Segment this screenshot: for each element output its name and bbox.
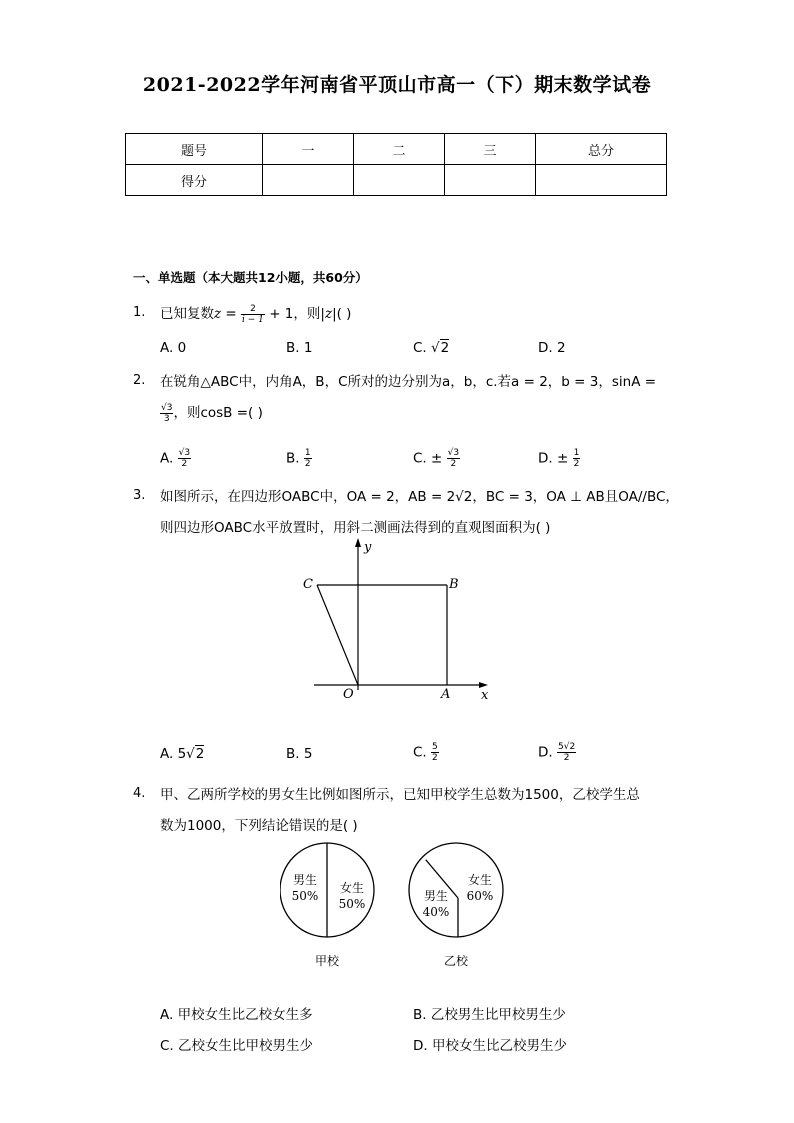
q4-option-a[interactable]: A. 甲校女生比乙校女生多 xyxy=(160,1007,313,1023)
q1-post: + 1，则| xyxy=(269,306,325,322)
q1-z-eq: z = xyxy=(214,306,237,322)
score-row-label: 得分 xyxy=(126,165,263,196)
q2-b-den: 2 xyxy=(304,459,311,469)
q2-d-den: 2 xyxy=(573,459,580,469)
pie-slice-label: 男生 xyxy=(292,873,318,887)
pie-title: 乙校 xyxy=(443,954,469,968)
pie-slice-label: 男生 xyxy=(423,889,449,903)
q2-c-num: √3 xyxy=(447,448,460,458)
q3-option-c[interactable] xyxy=(413,742,439,763)
q4-option-c[interactable]: C. 乙校女生比甲校男生少 xyxy=(160,1038,314,1054)
pie-slice-label: 女生 xyxy=(467,873,493,887)
q2-option-a[interactable] xyxy=(160,448,191,469)
score-table xyxy=(125,133,667,196)
q3-c-den: 2 xyxy=(432,753,438,763)
q2-d-num: 1 xyxy=(573,448,580,458)
score-header-cell: 三 xyxy=(445,134,536,165)
question-number: 1. xyxy=(133,305,146,320)
q4-option-b[interactable]: B. 乙校男生比甲校男生少 xyxy=(413,1007,566,1023)
score-table-header-row xyxy=(126,134,667,165)
question-2-line2 xyxy=(160,401,263,424)
q2-fraction xyxy=(160,403,173,424)
pie-slice-value: 50% xyxy=(291,889,319,903)
q3-option-d[interactable] xyxy=(538,742,576,763)
label-y: y xyxy=(364,540,372,555)
score-cell[interactable] xyxy=(445,165,536,196)
page-title: 2021-2022学年河南省平顶山市高一（下）期末数学试卷 xyxy=(142,74,652,96)
question-2-line1: 在锐角△ABC中，内角A，B，C所对的边分别为a，b，c.若a = 2，b = 3，sinA = xyxy=(160,374,657,390)
label-o: O xyxy=(343,687,354,702)
q2-option-a-label: A. xyxy=(160,450,174,467)
q2-b-num: 1 xyxy=(304,448,311,458)
q1-frac-num: 2 xyxy=(241,304,265,315)
quadrilateral-figure xyxy=(300,535,500,705)
score-table-row xyxy=(126,165,667,196)
question-number: 3. xyxy=(133,488,146,503)
label-x: x xyxy=(481,688,489,703)
q2-a-den: 2 xyxy=(181,459,188,469)
label-b: B xyxy=(449,577,459,592)
q2-option-b[interactable] xyxy=(286,448,312,469)
q3-option-b[interactable]: B. 5 xyxy=(286,746,313,762)
pie-title: 甲校 xyxy=(314,954,340,968)
q3-option-a[interactable]: A. 5√2 xyxy=(160,746,205,762)
question-1-stem xyxy=(160,302,351,325)
section-heading: 一、单选题（本大题共12小题，共60分） xyxy=(133,270,368,285)
q1-end: |( ) xyxy=(332,306,352,322)
question-4-line1: 甲、乙两所学校的男女生比例如图所示，已知甲校学生总数为1500，乙校学生总 xyxy=(160,787,640,803)
q1-option-a[interactable]: A. 0 xyxy=(160,340,187,356)
q3-option-d-label: D. xyxy=(538,744,553,761)
q2-a-num: √3 xyxy=(178,448,191,458)
pie-slice-label: 女生 xyxy=(339,881,365,895)
q2-line2-text: ，则cosB =( ) xyxy=(173,405,263,421)
score-cell[interactable] xyxy=(263,165,354,196)
score-cell[interactable] xyxy=(354,165,445,196)
q1-option-c-label: C. xyxy=(413,340,427,356)
pie-slice-value: 50% xyxy=(338,897,366,911)
q1-pre: 已知复数 xyxy=(160,306,214,322)
score-header-cell: 题号 xyxy=(126,134,263,165)
q2-option-c[interactable] xyxy=(413,448,460,469)
question-3-line2: 则四边形OABC水平放置时，用斜二测画法得到的直观图面积为( ) xyxy=(160,520,551,536)
q1-option-d[interactable]: D. 2 xyxy=(538,340,566,356)
q4-option-d[interactable]: D. 甲校女生比乙校男生少 xyxy=(413,1038,567,1054)
score-cell[interactable] xyxy=(536,165,667,196)
q2-option-d-label: D. ± xyxy=(538,450,569,467)
label-c: C xyxy=(303,577,313,592)
y-axis-arrow xyxy=(355,538,361,547)
q2-frac-den: 3 xyxy=(163,413,170,424)
q1-option-c-value: 2 xyxy=(440,340,450,356)
q3-c-num: 5 xyxy=(432,742,438,752)
score-header-cell: 一 xyxy=(263,134,354,165)
score-header-cell: 总分 xyxy=(536,134,667,165)
q1-fraction xyxy=(241,304,265,325)
pie-chart-jia xyxy=(280,843,374,968)
q3-d-den: 2 xyxy=(563,753,570,763)
question-4-line2: 数为1000，下列结论错误的是( ) xyxy=(160,818,358,834)
q2-option-b-label: B. xyxy=(286,450,300,467)
label-a: A xyxy=(441,687,451,702)
pie-charts xyxy=(280,835,520,970)
question-3-line1: 如图所示，在四边形OABC中，OA = 2，AB = 2√2，BC = 3，OA ⊥ AB且OA//BC， xyxy=(160,489,679,505)
pie-slice-value: 40% xyxy=(422,905,450,919)
edge-co xyxy=(317,585,358,685)
q1-z: z xyxy=(324,306,333,322)
q2-option-d[interactable] xyxy=(538,448,580,469)
q3-option-c-label: C. xyxy=(413,744,427,761)
question-number: 4. xyxy=(133,786,146,801)
q2-option-c-label: C. ± xyxy=(413,450,443,467)
q1-option-c[interactable]: C. √2 xyxy=(413,340,450,356)
question-number: 2. xyxy=(133,373,146,388)
q3-d-num: 5√2 xyxy=(557,742,576,752)
score-header-cell: 二 xyxy=(354,134,445,165)
q3-option-a-label: A. 5 xyxy=(160,746,187,762)
q2-frac-num: √3 xyxy=(161,402,173,413)
q2-c-den: 2 xyxy=(450,459,457,469)
q3-option-a-value: 2 xyxy=(195,746,205,762)
pie-slice-value: 60% xyxy=(466,889,494,903)
pie-chart-yi xyxy=(409,843,503,968)
q1-frac-den: i − 1 xyxy=(242,314,264,325)
q1-option-b[interactable]: B. 1 xyxy=(286,340,313,356)
